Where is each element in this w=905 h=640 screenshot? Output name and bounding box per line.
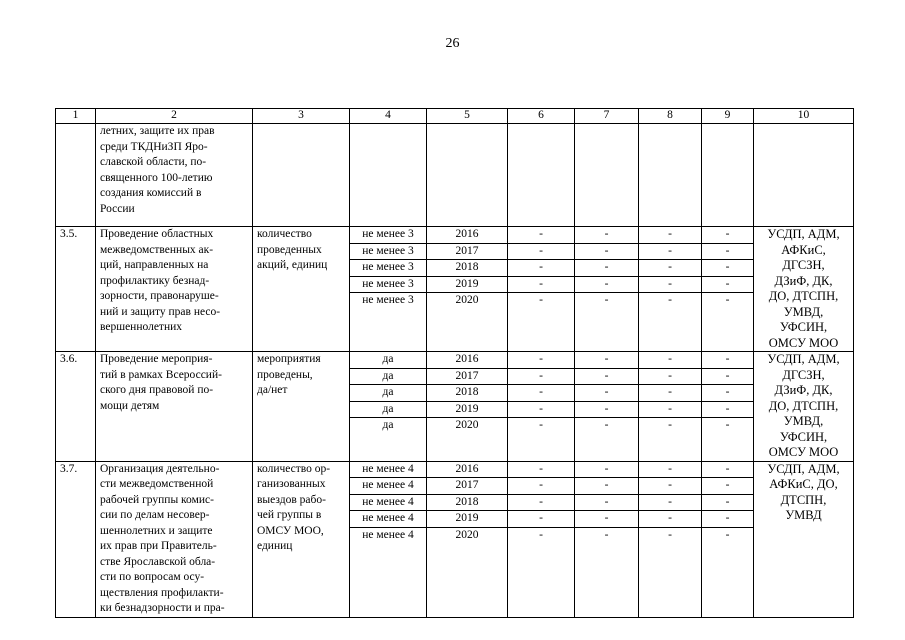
dash-value-cell: - [575,385,638,402]
dash-value-cell: - [639,462,701,479]
item-indicator-text-line: проведенных [257,243,322,256]
continued-empty-cell [575,124,639,227]
dash-value-cell: - [575,402,638,419]
executors-text-line: УМВД [785,508,822,522]
executors-text-line: АФКиС, ДО, [769,477,838,491]
item-name-text-line: зорности, правонаруше- [100,290,219,302]
dash-value [643,352,697,434]
executors-text-line: ДО, ДТСПН, [768,289,839,303]
dash-value-cell: - [668,294,672,306]
dash-value [579,227,634,309]
item-number: 3.6. [56,352,96,462]
column-6-values [508,461,575,617]
continued-name-text-line: создания комиссий в [100,187,202,199]
year [431,352,503,434]
dash-value-cell: - [668,528,672,541]
target-value-cell: не менее 4 [350,462,426,479]
dash-value-cell: - [539,528,543,541]
item-name-text-line: рабочей группы комис- [100,493,214,506]
target-values [350,227,427,352]
executors-text-line: ДТСПН, [780,492,827,507]
column-header-3: 3 [253,109,350,124]
item-name-text [100,227,248,336]
item-name-text-line: ществления профилакти- [100,586,224,599]
item-number: 3.7. [56,461,96,617]
dash-value-cell: - [702,462,753,479]
plan-table [55,108,854,618]
column-6-values [508,227,575,352]
dash-value-cell: - [702,385,753,402]
target-value [354,462,422,544]
target-value-cell: да [382,419,394,431]
target-value-cell: да [350,369,426,386]
continued-empty-cell [754,124,854,227]
column-header-4: 4 [350,109,427,124]
dash-value-cell: - [702,244,753,261]
year-cell: 2019 [427,511,507,528]
dash-value-cell: - [508,369,574,386]
dash-value-cell: - [539,419,543,431]
year-cell: 2019 [427,402,507,419]
dash-value-cell: - [639,352,701,369]
dash-value-cell: - [725,419,730,431]
year-cell: 2017 [427,478,507,495]
dash-value-cell: - [575,462,638,479]
dash-value-cell: - [702,277,753,294]
target-values [350,461,427,617]
dash-value-cell: - [575,495,638,512]
dash-value-cell: - [702,495,753,512]
dash-value [706,462,749,544]
executors [754,461,854,617]
item-name-text-line: Проведение областных [100,228,214,240]
continued-empty-cell [702,124,754,227]
target-value-cell: не менее 3 [350,260,426,277]
item-indicator-text-line: выездов рабо- [257,493,326,506]
item-indicator-text [257,462,345,555]
item-name-text-line: профилактику безнад- [100,274,210,287]
dash-value-cell: - [508,227,574,244]
executors-text-line: УМВД, [783,304,824,319]
column-9-values [702,352,754,462]
item-name [96,227,253,352]
year-cell: 2016 [427,462,507,479]
item-indicator-text-line: мероприятия [257,353,321,365]
dash-value-cell: - [639,260,701,277]
dash-value-cell: - [508,478,574,495]
dash-value-cell: - [508,260,574,277]
item-number: 3.5. [56,227,96,352]
dash-value-cell: - [575,369,638,386]
dash-value-cell: - [604,419,609,431]
dash-value-cell: - [725,528,730,541]
item-name-text-line: их прав при Правитель- [100,540,217,552]
target-value-cell: да [350,385,426,402]
item-name-text-line: межведомственных ак- [100,243,214,256]
column-8-values [639,227,702,352]
dash-value-cell: - [508,511,574,528]
continued-empty-cell [508,124,575,227]
column-9-values [702,461,754,617]
dash-value-cell: - [639,495,701,512]
executors-text [756,352,851,461]
continued-name-text-line: летних, защите их прав [100,125,215,137]
column-9-values [702,227,754,352]
executors-text-line: УФСИН, [779,429,828,444]
executors-text [756,462,851,524]
dash-value-cell: - [604,294,609,306]
year [431,462,503,544]
item-name-text-line: Организация деятельно- [100,462,220,475]
item-indicator-text-line: да/нет [257,384,288,396]
continued-empty-cell [639,124,702,227]
column-header-1: 1 [56,109,96,124]
page-number: 26 [445,36,460,51]
dash-value [706,352,749,434]
item-indicator [253,461,350,617]
executors-text-line: ДГСЗН, [782,258,825,272]
dash-value-cell: - [575,277,638,294]
dash-value-cell: - [639,277,701,294]
dash-value-cell: - [702,478,753,495]
dash-value [512,462,570,544]
years [427,227,508,352]
item-name-text-line: сти по вопросам осу- [100,571,205,583]
executors-text-line: ОМСУ МОО [768,445,839,459]
executors-text-line: УСДП, АДМ, [767,461,840,476]
continued-row [56,124,854,227]
target-value [354,227,422,309]
dash-value-cell: - [702,260,753,277]
dash-value-cell: - [575,511,638,528]
item-indicator-text-line: количество [257,228,312,240]
executors-text [756,227,851,351]
item-name-text-line: мощи детям [100,399,160,412]
year-cell: 2018 [427,260,507,277]
column-7-values [575,461,639,617]
item-name-text [100,462,248,617]
column-header-5: 5 [427,109,508,124]
dash-value [512,227,570,309]
table-row [56,227,854,352]
dash-value-cell: - [639,369,701,386]
column-7-values [575,227,639,352]
continued-num [56,124,96,227]
column-header-7: 7 [575,109,639,124]
continued-empty-cell [350,124,427,227]
item-indicator-text [257,352,345,399]
dash-value-cell: - [639,402,701,419]
year-cell: 2016 [427,352,507,369]
item-indicator-text-line: чей группы в [257,509,322,521]
executors-text-line: ДО, ДТСПН, [768,398,839,413]
dash-value-cell: - [508,462,574,479]
dash-value-cell: - [702,511,753,528]
continued-name-text [100,124,248,217]
item-name-text-line: ний и защиту прав несо- [100,305,221,318]
item-indicator [253,352,350,462]
dash-value [579,352,634,434]
dash-value-cell: - [639,385,701,402]
dash-value-cell: - [702,402,753,419]
executors-text-line: АФКиС, [781,242,826,257]
dash-value-cell: - [508,385,574,402]
year-cell: 2020 [455,294,479,306]
item-indicator-text-line: ганизованных [257,478,326,490]
year-cell: 2017 [427,244,507,261]
dash-value-cell: - [668,419,672,431]
year-cell: 2018 [427,495,507,512]
executors-text-line: УСДП, АДМ, [767,227,840,241]
target-value-cell: не менее 3 [362,294,414,306]
continued-empty-cell [253,124,350,227]
item-name-text-line: тий в рамках Всероссий- [100,368,222,381]
years [427,461,508,617]
executors-text-line: ОМСУ МОО [768,335,839,350]
target-value-cell: да [350,402,426,419]
item-indicator-text [257,227,345,274]
target-value-cell: да [350,352,426,369]
dash-value-cell: - [639,511,701,528]
item-name-text-line: Проведение мероприя- [100,353,213,365]
dash-value-cell: - [539,294,543,306]
dash-value-cell: - [575,227,638,244]
item-name [96,352,253,462]
item-indicator-text-line: акций, единиц [257,259,328,271]
item-indicator-text-line: проведены, [257,368,313,381]
item-name-text-line: сти межведомственной [100,478,214,490]
column-header-2: 2 [96,109,253,124]
target-values [350,352,427,462]
dash-value-cell: - [508,244,574,261]
year [431,227,503,309]
item-indicator-text-line: единиц [257,540,293,552]
dash-value-cell: - [702,227,753,244]
continued-name-text-line: России [100,202,135,215]
table-row [56,461,854,617]
continued-name-text-line: среди ТКДНиЗП Яро- [100,140,208,153]
executors-text-line: УСДП, АДМ, [767,352,840,366]
executors-text-line: УМВД, [783,414,824,428]
column-header-6: 6 [508,109,575,124]
year-cell: 2017 [427,369,507,386]
dash-value-cell: - [639,227,701,244]
target-value-cell: не менее 4 [362,528,414,541]
dash-value-cell: - [604,528,609,541]
dash-value-cell: - [702,369,753,386]
column-header-8: 8 [639,109,702,124]
dash-value [643,227,697,309]
column-8-values [639,352,702,462]
year-cell: 2019 [427,277,507,294]
dash-value [579,462,634,544]
target-value-cell: не менее 4 [350,511,426,528]
target-value-cell: не менее 3 [350,244,426,261]
column-header-10: 10 [754,109,854,124]
year-cell: 2020 [455,419,479,431]
item-indicator [253,227,350,352]
executors [754,352,854,462]
dash-value-cell: - [508,495,574,512]
dash-value-cell: - [508,402,574,419]
item-name-text-line: стве Ярославской обла- [100,555,216,568]
continued-name [96,124,253,227]
executors-text-line: УФСИН, [779,320,828,334]
executors-text-line: ДЗиФ, ДК, [774,383,833,397]
years [427,352,508,462]
item-name-text-line: сии по делам несовер- [100,509,210,521]
header-row [56,109,854,124]
dash-value-cell: - [639,244,701,261]
executors-text-line: ДГСЗН, [782,367,825,382]
item-name-text-line: ки безнадзорности и пра- [100,602,225,614]
column-7-values [575,352,639,462]
dash-value-cell: - [575,260,638,277]
dash-value-cell: - [725,294,730,306]
dash-value-cell: - [575,244,638,261]
dash-value-cell: - [702,352,753,369]
item-name-text-line: вершеннолетних [100,321,183,333]
year-cell: 2020 [455,528,479,541]
target-value-cell: не менее 4 [350,478,426,495]
target-value-cell: не менее 3 [350,277,426,294]
year-cell: 2018 [427,385,507,402]
continued-empty-cell [427,124,508,227]
dash-value-cell: - [639,478,701,495]
dash-value-cell: - [575,352,638,369]
dash-value-cell: - [508,352,574,369]
item-name [96,461,253,617]
table-row [56,352,854,462]
item-indicator-text-line: количество ор- [257,462,331,475]
column-6-values [508,352,575,462]
continued-name-text-line: священного 100-летию [100,171,213,184]
continued-name-text-line: славской области, по- [100,156,207,168]
year-cell: 2016 [427,227,507,244]
target-value-cell: не менее 3 [350,227,426,244]
item-name-text [100,352,248,414]
executors-text-line: ДЗиФ, ДК, [774,273,833,288]
item-name-text-line: ций, направленных на [100,259,209,271]
column-header-9: 9 [702,109,754,124]
dash-value-cell: - [575,478,638,495]
dash-value-cell: - [508,277,574,294]
dash-value [706,227,749,309]
item-name-text-line: ского дня правовой по- [100,384,214,396]
target-value-cell: не менее 4 [350,495,426,512]
dash-value [512,352,570,434]
dash-value [643,462,697,544]
item-name-text-line: шеннолетних и защите [100,524,213,537]
column-8-values [639,461,702,617]
executors [754,227,854,352]
target-value [354,352,422,434]
item-indicator-text-line: ОМСУ МОО, [257,524,324,537]
